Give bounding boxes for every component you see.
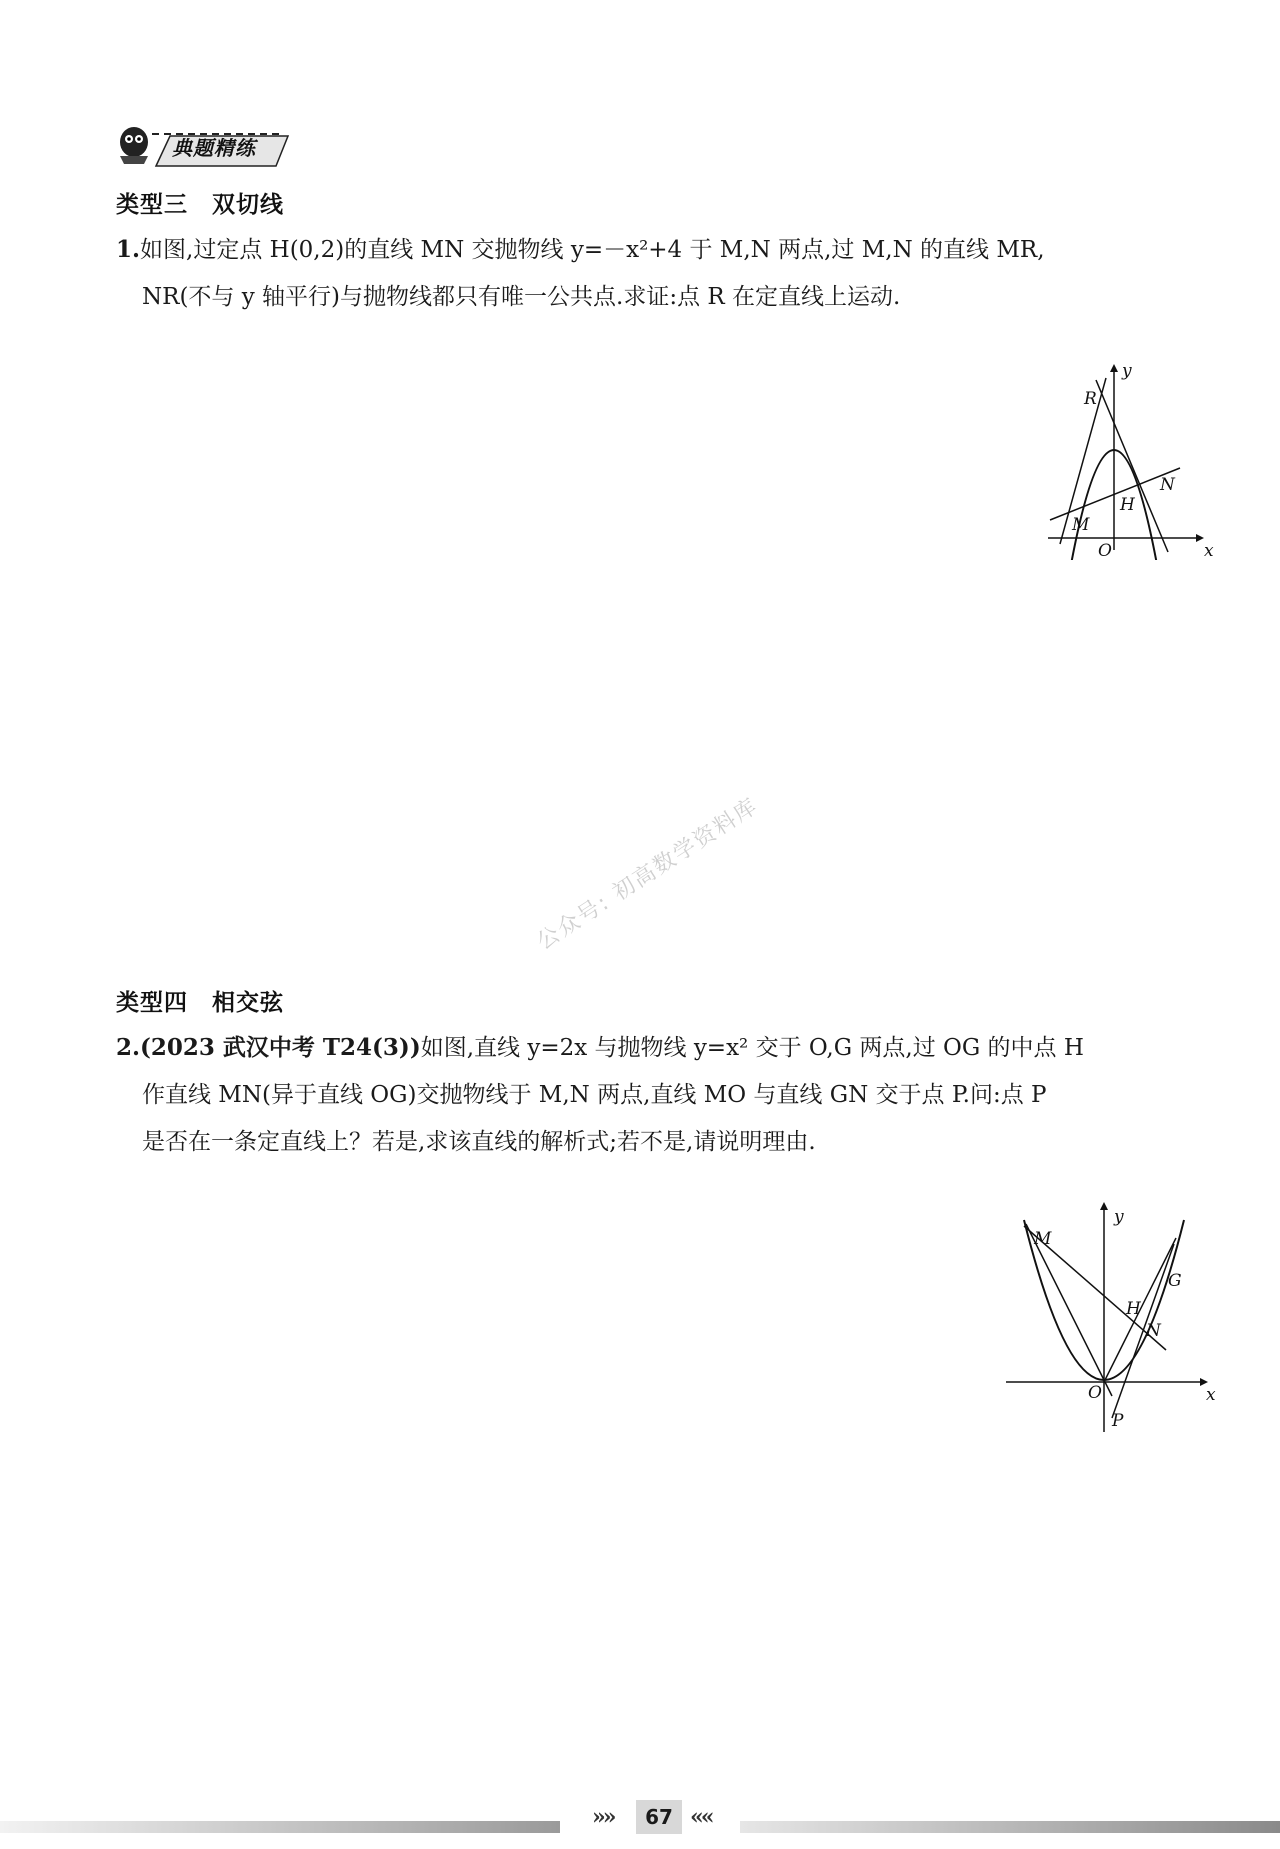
label-p: P [1112,1411,1124,1431]
problem-number: 2. [116,1034,141,1061]
footer-bar-left [0,1821,560,1833]
problem-source: (2023 武汉中考 T24(3)) [140,1034,421,1061]
problem-text-line: 如图,直线 y=2x 与抛物线 y=x² 交于 O,G 两点,过 OG 的中点 H [420,1035,1084,1061]
line-gn [1112,1244,1174,1418]
label-m: M [1034,1229,1052,1249]
label-h: H [1120,495,1135,515]
footer-bar-right [740,1821,1280,1833]
section-title-4: 类型四 相交弦 [116,990,284,1016]
label-h: H [1126,1299,1141,1319]
figure-1-parabola-tangents [1040,360,1220,560]
label-m: M [1072,515,1090,535]
label-o: O [1098,541,1112,560]
problem-text-line: 是否在一条定直线上？若是,求该直线的解析式;若不是,请说明理由. [142,1129,816,1155]
problem-number: 1. [116,236,141,263]
figure-2-parabola-chords [1000,1200,1220,1440]
label-g: G [1168,1271,1182,1291]
problem-text-line: 作直线 MN(异于直线 OG)交抛物线于 M,N 两点,直线 MO 与直线 GN 交于点 P.问:点 P [142,1082,1047,1108]
tangent-nr [1096,380,1168,552]
problem-text-line: NR(不与 y 轴平行)与抛物线都只有唯一公共点.求证:点 R 在定直线上运动. [142,284,901,310]
label-n: N [1160,475,1175,495]
page-footer [0,1800,1280,1840]
problem-text-line: 如图,过定点 H(0,2)的直线 MN 交抛物线 y=－x²+4 于 M,N 两点,过 M,N 的直线 MR, [140,237,1045,263]
badge-label: 典题精练 [172,136,256,160]
watermark: 公众号: 初高数学资料库 [532,793,764,956]
page-number: 67 [636,1800,682,1834]
label-x: x [1206,1385,1216,1405]
problem-1 [116,226,1236,321]
problem-2 [116,1024,1236,1166]
section-title-3: 类型三 双切线 [116,192,284,218]
label-r: R [1084,389,1097,409]
label-y: y [1114,1207,1124,1227]
chevron-right-icon: »» [592,1804,614,1830]
label-y: y [1122,361,1132,381]
label-o: O [1088,1383,1102,1403]
line-mo [1026,1224,1112,1396]
label-n: N [1146,1321,1161,1341]
section-badge [112,122,292,170]
chevron-left-icon: «« [690,1804,712,1830]
label-x: x [1204,541,1214,560]
